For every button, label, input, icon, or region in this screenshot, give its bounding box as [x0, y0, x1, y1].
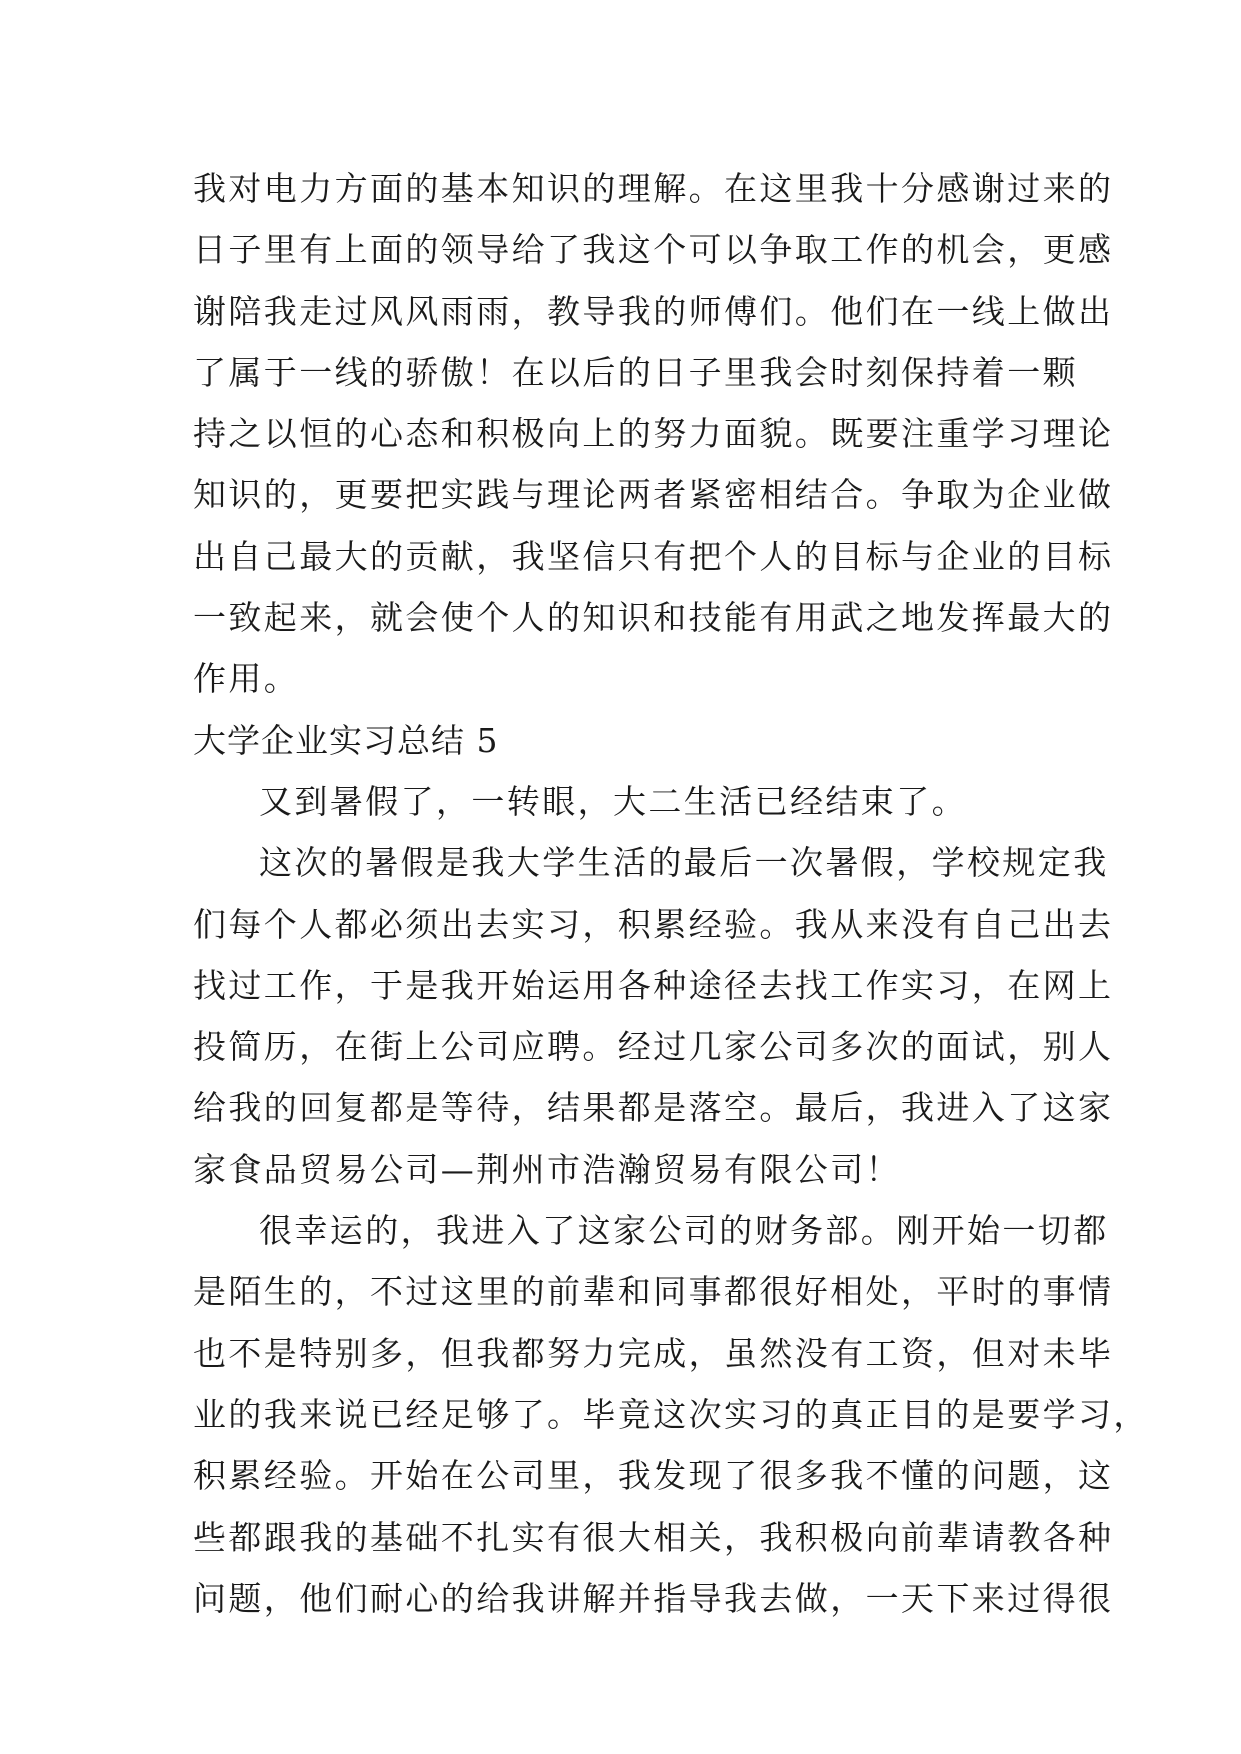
- text-line: 们每个人都必须出去实习，积累经验。我从来没有自己出去: [193, 904, 1114, 944]
- paragraph-first-line: 这次的暑假是我大学生活的最后一次暑假，学校规定我: [259, 843, 1109, 883]
- text-line: 日子里有上面的领导给了我这个可以争取工作的机会，更感: [193, 230, 1114, 270]
- text-line: 了属于一线的骄傲！在以后的日子里我会时刻保持着一颗: [193, 352, 1078, 392]
- text-line: 持之以恒的心态和积极向上的努力面貌。既要注重学习理论: [193, 414, 1114, 454]
- text-line: 知识的，更要把实践与理论两者紧密相结合。争取为企业做: [193, 475, 1114, 515]
- text-line: 出自己最大的贡献，我坚信只有把个人的目标与企业的目标: [193, 536, 1114, 576]
- paragraph-first-line: 又到暑假了，一转眼，大二生活已经结束了。: [259, 781, 967, 821]
- text-line: 业的我来说已经足够了。毕竟这次实习的真正目的是要学习，: [193, 1394, 1149, 1434]
- text-line: 谢陪我走过风风雨雨，教导我的师傅们。他们在一线上做出: [193, 291, 1114, 331]
- text-line: 是陌生的，不过这里的前辈和同事都很好相处，平时的事情: [193, 1272, 1114, 1312]
- text-line: 也不是特别多，但我都努力完成，虽然没有工资，但对未毕: [193, 1333, 1114, 1373]
- text-line: 投简历，在街上公司应聘。经过几家公司多次的面试，别人: [193, 1027, 1114, 1067]
- text-line: 我对电力方面的基本知识的理解。在这里我十分感谢过来的: [193, 169, 1114, 208]
- paragraph-first-line: 很幸运的，我进入了这家公司的财务部。刚开始一切都: [259, 1211, 1109, 1251]
- text-line: 给我的回复都是等待，结果都是落空。最后，我进入了这家: [193, 1088, 1114, 1128]
- document-body: [193, 158, 1149, 1629]
- text-line: 找过工作，于是我开始运用各种途径去找工作实习，在网上: [193, 965, 1114, 1005]
- text-line: 家食品贸易公司—荆州市浩瀚贸易有限公司！: [193, 1149, 901, 1189]
- text-line: 问题，他们耐心的给我讲解并指导我去做，一天下来过得很: [193, 1578, 1114, 1618]
- text-line: 一致起来，就会使个人的知识和技能有用武之地发挥最大的: [193, 598, 1114, 638]
- text-line: 些都跟我的基础不扎实有很大相关，我积极向前辈请教各种: [193, 1517, 1114, 1557]
- section-heading: 大学企业实习总结 5: [193, 720, 499, 760]
- text-line: 积累经验。开始在公司里，我发现了很多我不懂的问题，这: [193, 1456, 1114, 1496]
- text-line: 作用。: [193, 659, 300, 699]
